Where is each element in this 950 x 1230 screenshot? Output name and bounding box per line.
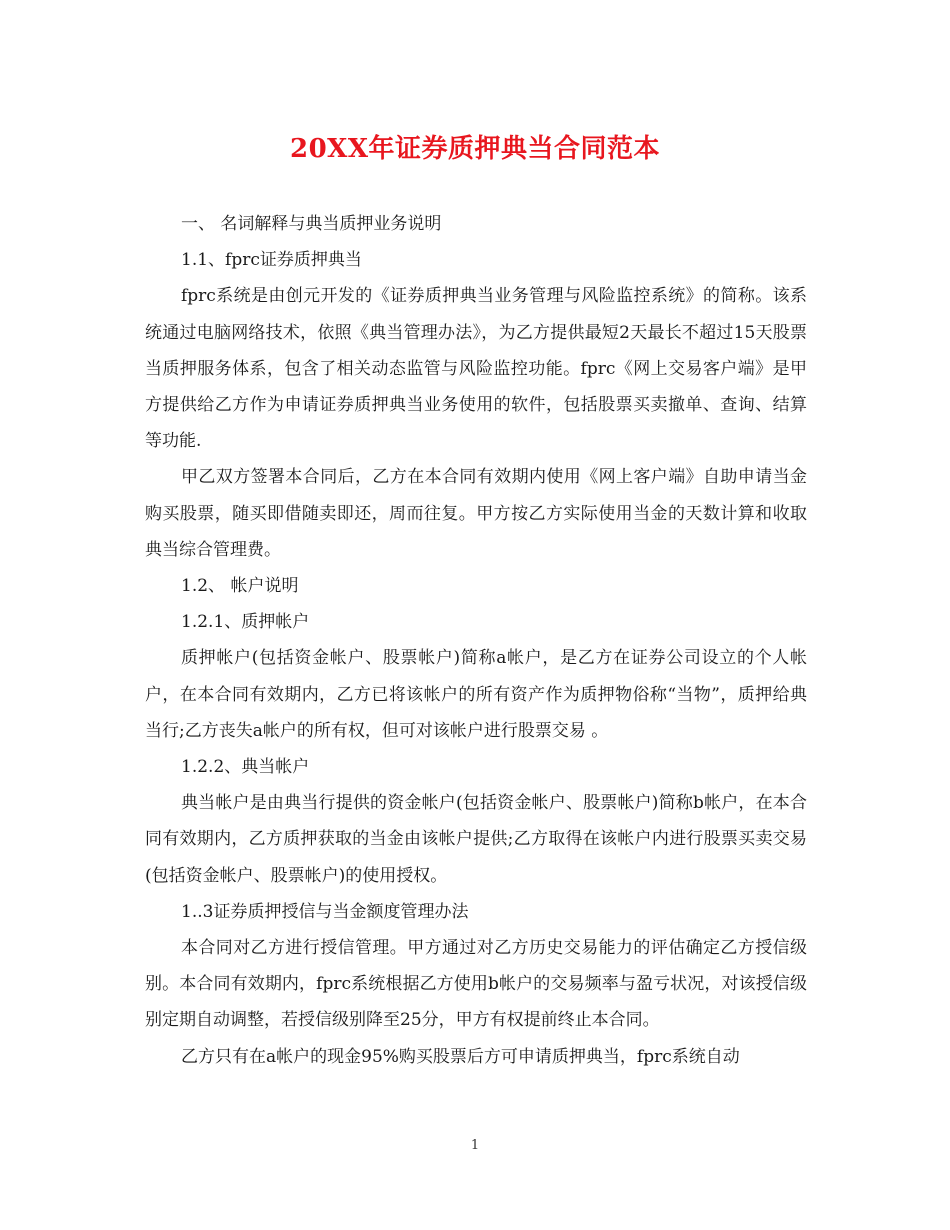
document-body <box>145 206 807 1075</box>
subsection-heading: 1.2.2、典当帐户 <box>181 757 310 778</box>
body-paragraph: 质押帐户(包括资金帐户、股票帐户)简称a帐户，是乙方在证券公司设立的个人帐户，在本合同有效期内，乙方已将该帐户的所有资产作为质押物俗称“当物”，质押给典当行;乙方丧失a帐户的所有权，但可对该帐户进行股票交易 。 <box>145 648 807 741</box>
body-paragraph: 本合同对乙方进行授信管理。甲方通过对乙方历史交易能力的评估确定乙方授信级别。本合同有效期内，fprc系统根据乙方使用b帐户的交易频率与盈亏状况，对该授信级别定期自动调整，若授信级别降至25分，甲方有权提前终止本合同。 <box>145 938 807 1031</box>
body-paragraph: 乙方只有在a帐户的现金95%购买股票后方可申请质押典当，fprc系统自动 <box>181 1046 740 1067</box>
subsection-heading: 1.2.1、质押帐户 <box>181 612 310 633</box>
document-title: 20XX年证券质押典当合同范本 <box>289 134 661 164</box>
subsection-heading: 1.1、fprc证券质押典当 <box>181 250 362 271</box>
body-paragraph: 甲乙双方签署本合同后，乙方在本合同有效期内使用《网上客户端》自助申请当金购买股票，随买即借随卖即还，周而往复。甲方按乙方实际使用当金的天数计算和收取典当综合管理费。 <box>145 467 807 560</box>
subsection-heading: 1..3证券质押授信与当金额度管理办法 <box>181 901 469 922</box>
subsection-heading: 1.2、 帐户说明 <box>181 576 299 597</box>
body-paragraph: 典当帐户是由典当行提供的资金帐户(包括资金帐户、股票帐户)简称b帐户，在本合同有效期内，乙方质押获取的当金由该帐户提供;乙方取得在该帐户内进行股票买卖交易(包括资金帐户、股票帐户)的使用授权。 <box>145 793 807 886</box>
page-number: 1 <box>470 1138 480 1153</box>
body-paragraph: fprc系统是由创元开发的《证券质押典当业务管理与风险监控系统》的简称。该系统通过电脑网络技术，依照《典当管理办法》，为乙方提供最短2天最长不超过15天股票当质押服务体系，包含了相关动态监管与风险监控功能。fprc《网上交易客户端》是甲方提供给乙方作为申请证券质押典当业务使用的软件，包括股票买卖撤单、查询、结算等功能. <box>145 286 807 452</box>
section-heading: 一、 名词解释与典当质押业务说明 <box>181 214 442 234</box>
